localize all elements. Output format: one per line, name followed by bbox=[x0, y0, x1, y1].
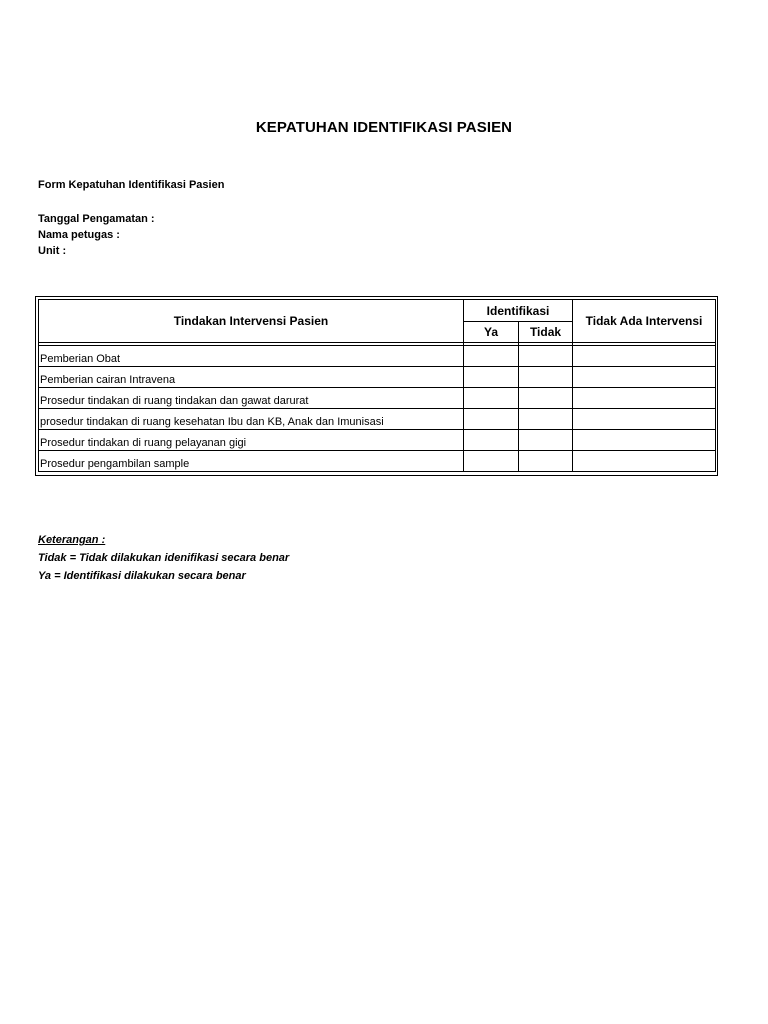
cell-tidak-ada[interactable] bbox=[573, 388, 716, 409]
table-row bbox=[39, 346, 716, 367]
notes bbox=[38, 531, 289, 585]
form-meta bbox=[38, 211, 155, 259]
cell-tidak-ada[interactable] bbox=[573, 451, 716, 472]
notes-heading: Keterangan : bbox=[38, 534, 106, 546]
form-subtitle: Form Kepatuhan Identifikasi Pasien bbox=[38, 179, 225, 191]
cell-tidak[interactable] bbox=[519, 430, 573, 451]
row-label: Prosedur tindakan di ruang tindakan dan gawat darurat bbox=[39, 388, 464, 409]
row-label: prosedur tindakan di ruang kesehatan Ibu dan KB, Anak dan Imunisasi bbox=[39, 409, 464, 430]
header-tidak-ada-intervensi: Tidak Ada Intervensi bbox=[573, 300, 716, 343]
table-row bbox=[39, 388, 716, 409]
cell-ya[interactable] bbox=[464, 388, 519, 409]
row-label: Prosedur pengambilan sample bbox=[39, 451, 464, 472]
nama-petugas-label: Nama petugas : bbox=[38, 229, 120, 241]
header-tidak: Tidak bbox=[519, 322, 573, 343]
compliance-table bbox=[38, 299, 716, 472]
cell-tidak[interactable] bbox=[519, 367, 573, 388]
unit-label: Unit : bbox=[38, 245, 67, 257]
cell-tidak-ada[interactable] bbox=[573, 409, 716, 430]
table-row bbox=[39, 367, 716, 388]
row-label: Pemberian Obat bbox=[39, 346, 464, 367]
cell-tidak-ada[interactable] bbox=[573, 346, 716, 367]
note-tidak: Tidak = Tidak dilakukan idenifikasi secara benar bbox=[38, 552, 290, 564]
row-label: Prosedur tindakan di ruang pelayanan gigi bbox=[39, 430, 464, 451]
table-row bbox=[39, 409, 716, 430]
table-row bbox=[39, 430, 716, 451]
compliance-table-frame bbox=[35, 296, 718, 476]
row-label: Pemberian cairan Intravena bbox=[39, 367, 464, 388]
tanggal-pengamatan-label: Tanggal Pengamatan : bbox=[38, 213, 155, 225]
cell-tidak-ada[interactable] bbox=[573, 367, 716, 388]
note-ya: Ya = Identifikasi dilakukan secara benar bbox=[38, 570, 246, 582]
cell-tidak[interactable] bbox=[519, 388, 573, 409]
cell-ya[interactable] bbox=[464, 430, 519, 451]
cell-ya[interactable] bbox=[464, 409, 519, 430]
header-identifikasi: Identifikasi bbox=[464, 300, 573, 322]
header-ya: Ya bbox=[464, 322, 519, 343]
cell-ya[interactable] bbox=[464, 367, 519, 388]
cell-tidak-ada[interactable] bbox=[573, 430, 716, 451]
cell-tidak[interactable] bbox=[519, 409, 573, 430]
cell-tidak[interactable] bbox=[519, 451, 573, 472]
cell-ya[interactable] bbox=[464, 451, 519, 472]
header-tindakan: Tindakan Intervensi Pasien bbox=[39, 300, 464, 343]
page-title: KEPATUHAN IDENTIFIKASI PASIEN bbox=[255, 119, 513, 136]
cell-tidak[interactable] bbox=[519, 346, 573, 367]
cell-ya[interactable] bbox=[464, 346, 519, 367]
table-row bbox=[39, 451, 716, 472]
